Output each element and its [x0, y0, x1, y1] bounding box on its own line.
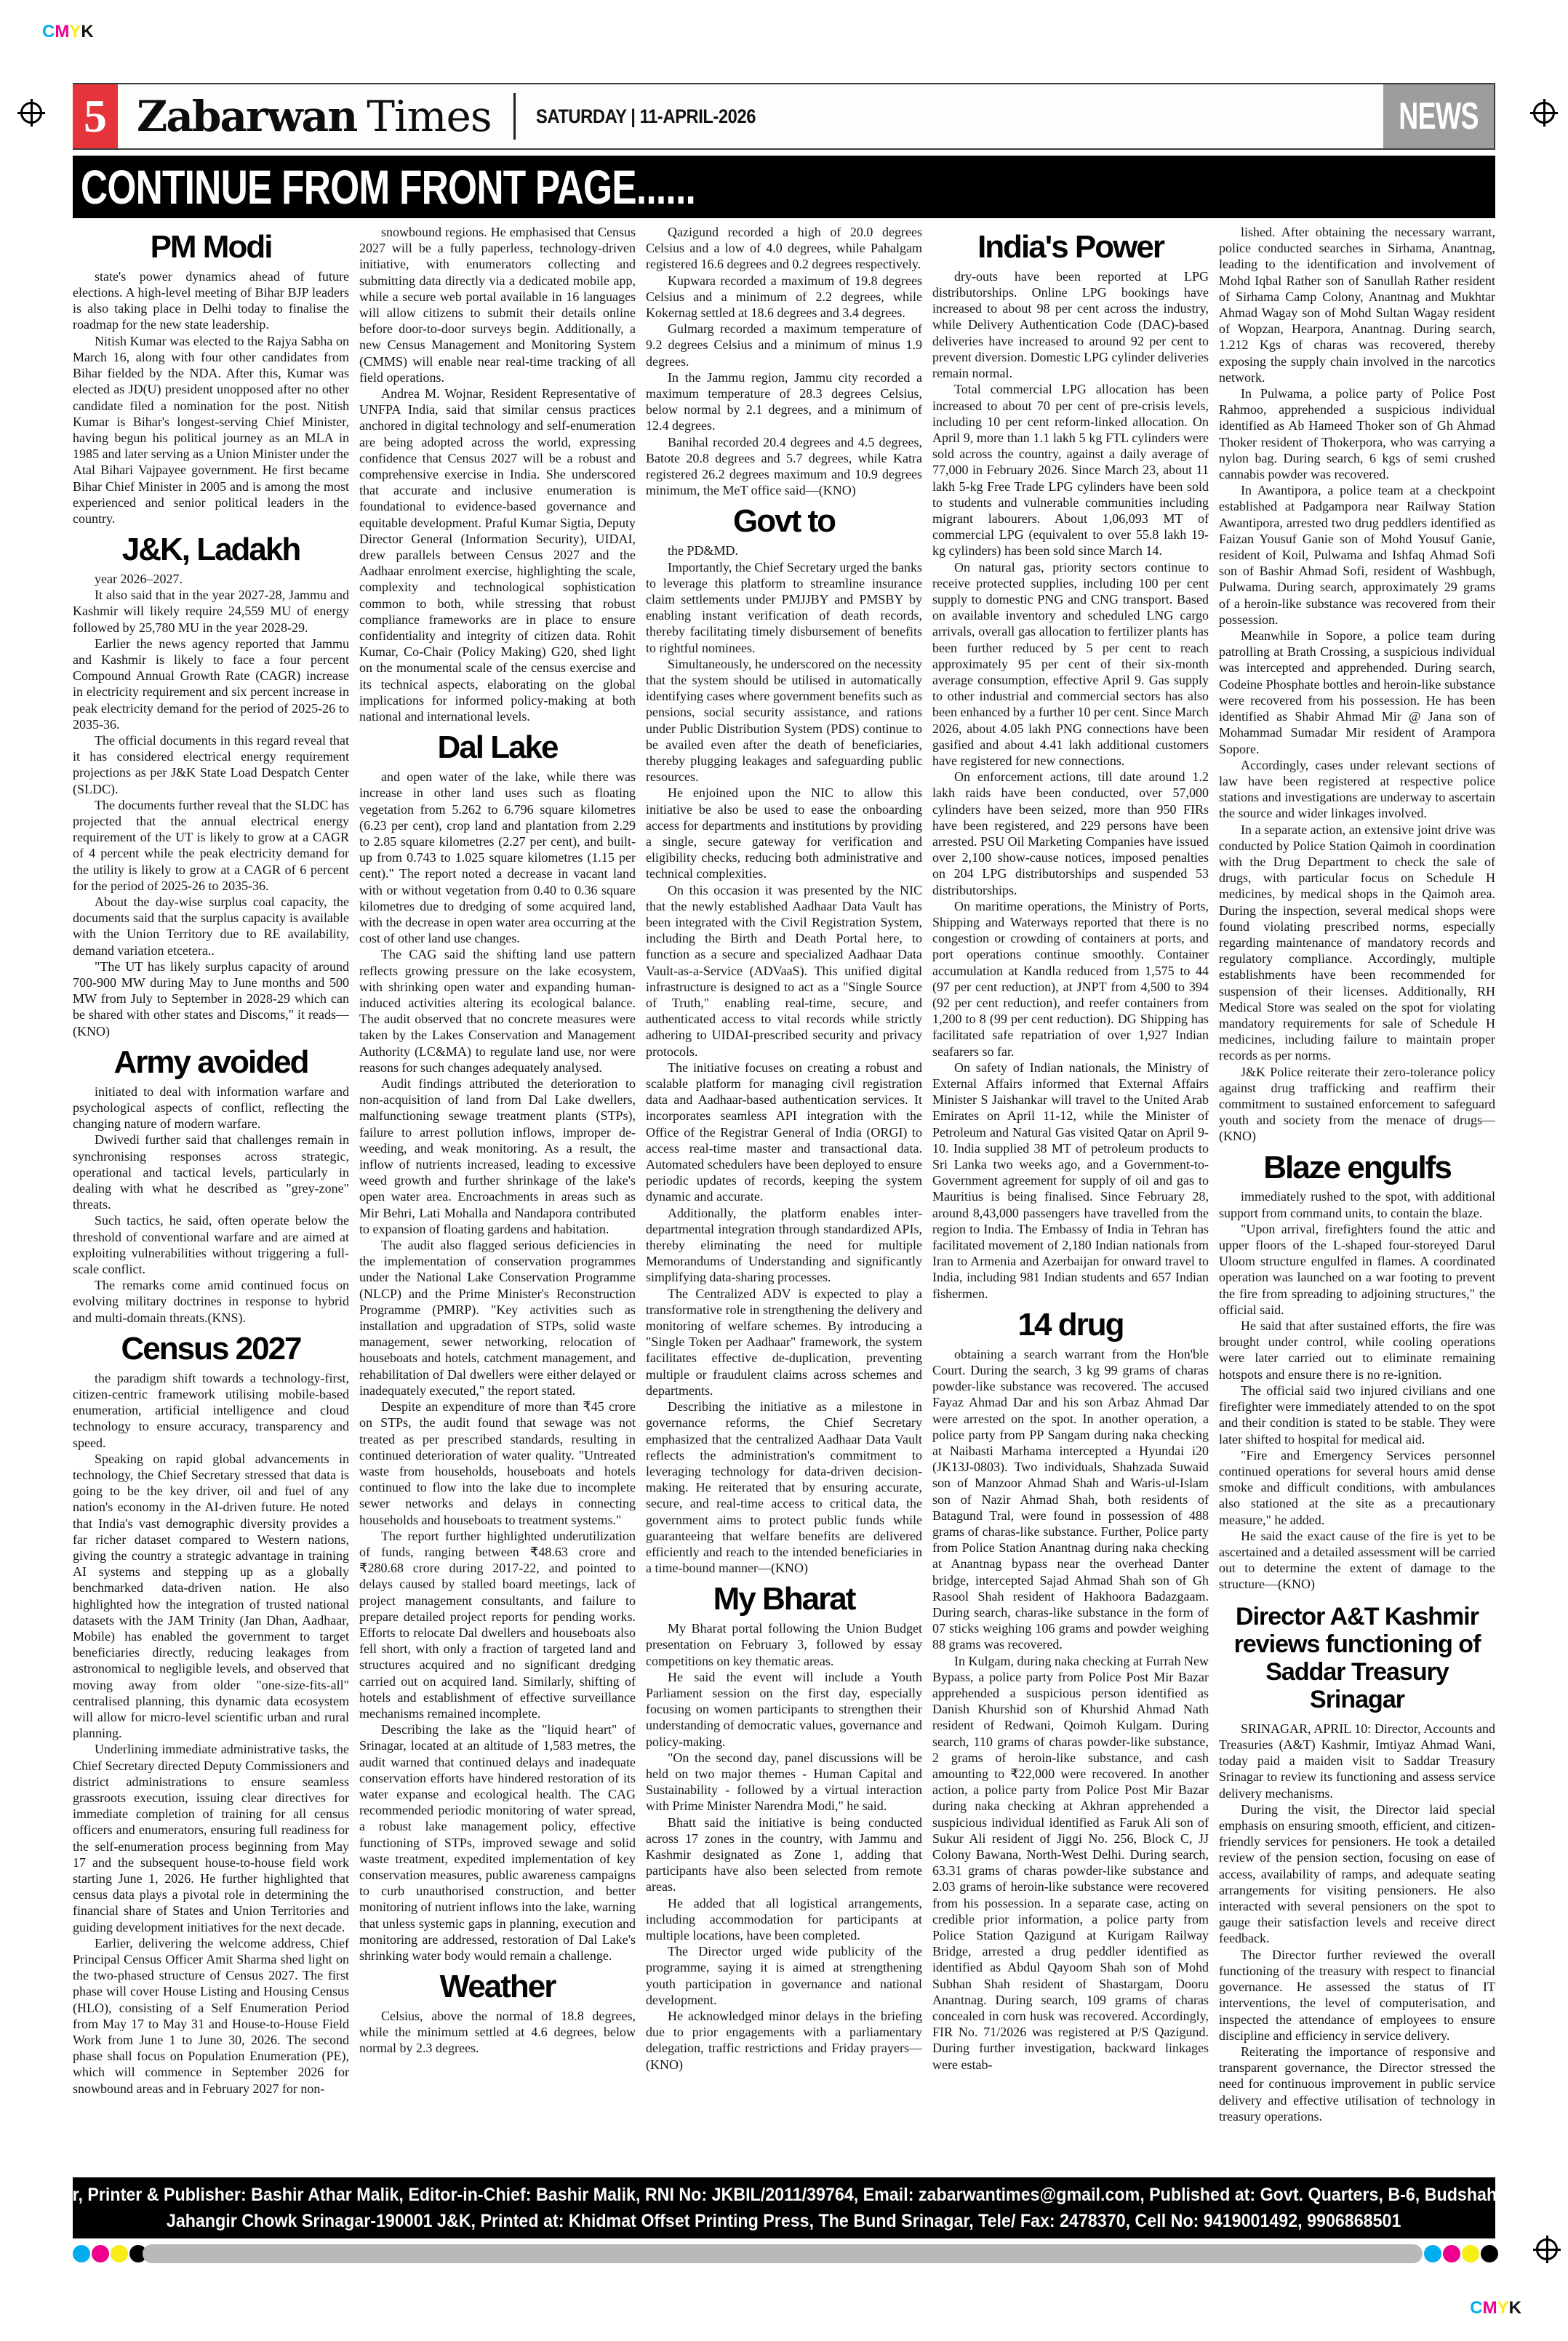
cmyk-m: M [55, 22, 70, 41]
article-paragraph: Accordingly, cases under relevant sections of law have been registered at respective police stations and investigations are underway to ascertain the source and wider linkages involved. [1219, 757, 1495, 821]
article-paragraph: On this occasion it was presented by the NIC that the newly established Aadhaar Data Vault has been integrated with the Civil Registration System, including the Birth and Death Portal here, to function as a secure and specialized Aadhaar Data Vault-as-a-Service (ADVaaS). This unified digital infrastructure is designed to act as a "Single Source of Truth," enabling real-time, secure, and authenticated access to vital records while strictly adhering to UIDAI-prescribed security and privacy protocols. [646, 882, 922, 1059]
article-headline: Army avoided [113, 1044, 308, 1080]
article-paragraph: Describing the initiative as a milestone in governance reforms, the Chief Secretary emphasized that the centralized Aadhaar Data Vault reflects the administration's commitment to leveraging technology for data-driven decision-making. He reiterated that by ensuring accurate, secure, and real-time access to critical data, the government aims to protect public funds while guaranteeing that welfare benefits are delivered efficiently and reach to the intended beneficiaries in a time-bound manner—(KNO) [646, 1399, 922, 1576]
article-paragraph: Simultaneously, he underscored on the necessity that the system should be utilised in automatically identifying cases where government benefits such as pensions, social security assistance, and rations under Public Distribution System (PDS) continue to be availed even after the death of beneficiaries, thereby plugging leakages and safeguarding public resources. [646, 656, 922, 785]
article-headline: Director A&T Kashmir reviews functioning of Saddar Treasury Srinagar [1233, 1602, 1481, 1713]
cmyk-m: M [1482, 2298, 1497, 2318]
article-paragraph: My Bharat portal following the Union Budget presentation on February 3, followed by essay competitions on key thematic areas. [646, 1621, 922, 1668]
article-paragraph: "On the second day, panel discussions will be held on two major themes - Human Capital and Sustainability - followed by a virtual interaction with Prime Minister Narendra Modi," he said. [646, 1750, 922, 1814]
article-paragraph: He acknowledged minor delays in the briefing due to prior engagements with a parliamentary delegation, traffic restrictions and Friday prayers—(KNO) [646, 2009, 922, 2072]
article-headline: Dal Lake [437, 729, 558, 766]
article-paragraph: dry-outs have been reported at LPG distributorships. Online LPG bookings have increased to about 98 per cent across the industry, while Delivery Authentication Code (DAC)-based deliveries have increased to around 92 per cent to prevent diversion. Domestic LPG cylinder deliveries remain normal. [932, 268, 1209, 381]
article-paragraph: Describing the lake as the "liquid heart" of Srinagar, located at an altitude of 1,583 metres, the audit warned that continued delays and inadequate conservation efforts have hindered restoration of its water expanse and ecological health. The CAG recommended periodic monitoring of water spread, a robust lake management policy, effective functioning of STPs, improved sewage and solid waste treatment, expedited implementation of key conservation measures, public awareness campaigns to curb unauthorised construction, and better monitoring of nutrient inflows into the lake, warning that unless systemic gaps in planning, execution and monitoring are addressed, restoration of Dal Lake's shrinking water body would remain a challenge. [359, 1722, 636, 1963]
imprint-line-2: Jahangir Chowk Srinagar-190001 J&K, Printed at: Khidmat Offset Printing Press, The Bund Srinagar, Tele/ Fax: 2478370, Cell No: 9419001492, 9906868501 [167, 2211, 1401, 2231]
article-paragraph: SRINAGAR, APRIL 10: Director, Accounts and Treasuries (A&T) Kashmir, Imtiyaz Ahmad Wani, today paid a maiden visit to Saddar Treasury Srinagar to review its functioning and assess service delivery mechanisms. [1219, 1721, 1495, 1801]
article-headline: J&K, Ladakh [121, 532, 300, 568]
article-paragraph: Such tactics, he said, often operate below the threshold of conventional warfare and are aimed at exploiting vulnerabilities without triggering a full-scale conflict. [73, 1213, 349, 1276]
article-paragraph: Earlier, delivering the welcome address, Chief Principal Census Officer Amit Sharma shed light on the two-phased structure of Census 2027. The first phase will cover House Listing and Housing Census (HLO), consisting of a Self Enumeration Period from May 17 to May 31 and House-to-House Field Work from June 1 to June 30, 2026. The second phase shall focus on Population Enumeration (PE), which will commence in September 2026 for snowbound areas and in February 2027 for non- [73, 1935, 349, 2096]
article-headline: Govt to [733, 503, 835, 540]
article-paragraph: The report further highlighted underutilization of funds, ranging between ₹48.63 crore and ₹280.68 crore during 2017-22, and pointed to delays caused by stalled board meetings, lack of project management consultants, and failure to prepare detailed project reports for pending works. Efforts to relocate Dal dwellers and houseboats also fell short, with only a fraction of targeted land and structures acquired and no significant dredging carried out on acquired land. Similarly, shifting of hotels and establishment of effective surveillance mechanisms remained incomplete. [359, 1528, 636, 1721]
article-paragraph: The documents further reveal that the SLDC has projected that the annual electrical energy requirement of the UT is likely to grow at a CAGR of 4 percent while the peak electricity demand for the utility is likely to grow at a CAGR of 6 percent for the period of 2025-26 to 2035-36. [73, 797, 349, 893]
article-paragraph: J&K Police reiterate their zero-tolerance policy against drug trafficking and reaffirm their commitment to sustained enforcement to safeguard youth and society from the menace of drugs—(KNO) [1219, 1064, 1495, 1144]
article-paragraph: Audit findings attributed the deterioration to non-acquisition of land from Dal Lake dwellers, malfunctioning sewage treatment plants (STPs), failure to arrest pollution inflows, improper de-weeding, and weak monitoring. As a result, the inflow of nutrients increased, leading to excessive weed growth and further shrinkage of the lake's open water area. Encroachments in areas such as Mir Behri, Lati Mohalla and Nandapora contributed to expansion of floating gardens and habitation. [359, 1076, 636, 1236]
issue-date: SATURDAY | 11-APRIL-2026 [535, 105, 756, 127]
article-paragraph: The official documents in this regard reveal that it has considered electrical energy requirement projections as per J&K State Load Despatch Center (SLDC). [73, 733, 349, 796]
article-paragraph: Importantly, the Chief Secretary urged the banks to leverage this platform to streamline insurance claim settlements under PMJJBY and PMSBY by enabling instant verification of death records, thereby facilitating timely disbursement of benefits to rightful nominees. [646, 559, 922, 655]
yellow-dot-icon [1462, 2245, 1479, 2262]
article-headline: PM Modi [150, 229, 272, 265]
article-paragraph: initiated to deal with information warfare and psychological aspects of conflict, reflecting the changing nature of modern warfare. [73, 1084, 349, 1132]
column-3 [646, 224, 922, 2173]
article-paragraph: year 2026–2027. [95, 572, 183, 586]
page-header [73, 83, 1495, 150]
article-paragraph: The CAG said the shifting land use pattern reflects growing pressure on the lake ecosystem, with shrinking open water and expanding human-induced activities altering its ecological balance. The audit observed that no concrete measures were taken by the Lakes Conservation and Management Authority (LC&MA) to regulate land use, nor were reasons for such changes adequately analysed. [359, 947, 636, 1075]
article-paragraph: "Upon arrival, firefighters found the attic and upper floors of the L-shaped four-storeyed Darul Uloom structure engulfed in flames. A coordinated operation was launched on a war footing to prevent the fire from spreading to adjoining structures," the official said. [1219, 1221, 1495, 1317]
article-paragraph: In a separate action, an extensive joint drive was conducted by Police Station Qaimoh in coordination with the Drug Department to check the sale of drugs, with particular focus on Schedule H medicines, by medical shops in the Qaimoh area. During the inspection, several medical shops were found violating prescribed norms, especially regarding maintenance of mandatory records and regulatory compliance. Accordingly, multiple establishments have been recommended for suspension of their licenses. Additionally, RH Medical Store was sealed on the spot for violating mandatory requirements for sale of Schedule H medicines, including failure to maintain proper records as per norms. [1219, 822, 1495, 1063]
article-paragraph: Qazigund recorded a high of 20.0 degrees Celsius and a low of 4.0 degrees, while Pahalgam registered 16.6 degrees and 0.2 degrees respectively. [646, 225, 922, 272]
magenta-dot-icon [92, 2245, 109, 2262]
article-paragraph: and open water of the lake, while there was increase in other land uses such as floating vegetation from 5.262 to 6.796 square kilometres (6.23 per cent), crop land and plantation from 2.29 to 2.85 square kilometres (2.27 per cent), and built-up from 0.743 to 1.025 square kilometres (1.15 per cent)." The report noted a decrease in vacant land with or without vegetation from 0.40 to 0.36 square kilometres due to dredging of some acquired land, with the decrease in open water area occurring at the cost of other land use changes. [359, 769, 636, 946]
article-paragraph: Banihal recorded 20.4 degrees and 4.5 degrees, Batote 20.8 degrees and 5.7 degrees, while Katra registered 26.2 degrees maximum and 10.9 degrees minimum, the MeT office said—(KNO) [646, 434, 922, 498]
color-calibration-strip [73, 2244, 1495, 2263]
black-dot-icon [1481, 2245, 1498, 2262]
article-headline: Census 2027 [121, 1330, 301, 1366]
continue-banner-text: CONTINUE FROM FRONT PAGE...... [80, 160, 696, 214]
registration-mark-icon [1533, 102, 1555, 124]
article-paragraph: During the visit, the Director laid special emphasis on ensuring smooth, efficient, and citizen-friendly services for pensioners. He took a detailed review of the pension section, focusing on ease of access, availability of ramps, and adequate seating arrangements for visiting pensioners. He also interacted with several pensioners on the spot to gauge their satisfaction levels and receive direct feedback. [1219, 1801, 1495, 1946]
section-label [1383, 84, 1494, 148]
article-paragraph: Despite an expenditure of more than ₹45 crore on STPs, the audit found that sewage was not treated as per prescribed standards, resulting in continued deterioration of water quality. "Untreated waste from households, houseboats and hotels continued to flow into the lake due to incomplete sewer networks and delays in connecting households and houseboats to treatment systems." [359, 1399, 636, 1527]
page-number: 5 [73, 84, 118, 148]
article-paragraph: Andrea M. Wojnar, Resident Representative of UNFPA India, said that similar census practices anchored in digital technology and self-enumeration are being adopted across the world, expressing confidence that Census 2027 will be a robust and comprehensive exercise in India. She underscored that accurate and inclusive enumeration is foundational to evidence-based governance and equitable development. Praful Kumar Sigtia, Deputy Director General (Information Security), UIDAI, drew parallels between Census 2027 and the Aadhaar enrolment exercise, highlighting the scale, complexity and technological sophistication common to both, while stressing that robust compliance frameworks are in place to ensure confidentiality and integrity of citizen data. Rohit Kumar, Co-Chair (Policy Making) G20, shed light on the monumental scale of the census exercise and its technical aspects, elaborating on the global implications for informed policy-making at both national and international levels. [359, 386, 636, 724]
article-paragraph: In the Jammu region, Jammu city recorded a maximum temperature of 28.3 degrees Celsius, below normal by 2.1 degrees, and a minimum of 12.4 degrees. [646, 369, 922, 433]
article-paragraph: Gulmarg recorded a maximum temperature of 9.2 degrees Celsius and a minimum of minus 1.9 degrees. [646, 321, 922, 369]
article-paragraph: Dwivedi further said that challenges remain in synchronising responses across strategic, operational and tactical levels, particularly in dealing with what he described as "grey-zone" threats. [73, 1132, 349, 1212]
imprint-line-1: Owner, Printer & Publisher: Bashir Athar Malik, Editor-in-Chief: Bashir Malik, RNI No: JKBIL/2011/39764, Email: zabarwantimes@gmail.com, Published at: Govt. Quarters, B-6, Budshah Flats [26, 2185, 1542, 2205]
article-headline: India's Power [977, 229, 1164, 265]
masthead-suffix: Times [367, 92, 492, 141]
article-paragraph: The audit also flagged serious deficiencies in the implementation of conservation programmes under the National Lake Conservation Programme (NLCP) and the Prime Minister's Reconstruction Programme (PMRP). "Key activities such as installation and upgradation of STPs, solid waste management, sewer networking, relocation of houseboats and hotels, catchment management, and rehabilitation of Dal dwellers were either delayed or inadequately executed," the report stated. [359, 1238, 636, 1398]
article-paragraph: The Director further reviewed the overall functioning of the treasury with respect to financial governance. He assessed the status of IT interventions, the level of computerisation, and inspected the attendance of employees to ensure discipline and efficiency in service delivery. [1219, 1947, 1495, 2043]
calibration-bar [143, 2244, 1423, 2263]
imprint-footer [26, 2177, 1542, 2238]
registration-mark-icon [20, 102, 42, 124]
article-paragraph: obtaining a search warrant from the Hon'ble Court. During the search, 3 kg 99 grams of charas powder-like substance was recovered. The accused Fayaz Ahmad Dar and his son Arbaz Ahmad Dar were arrested on the spot. In another operation, a police party from PP Sangam during naka checking at Naibasti Marhama intercepted a Hyundai i20 (JK13J-0803). Two individuals, Shahzada Suwaid son of Manzoor Ahmad Shah and Waris-ul-Islam son of Nazir Ahmad Shah, both residents of Batagund Tral, were found in possession of 488 grams of charas-like substance. Further, Police party from Police Station Anantnag during naka checking at Anantnag bypass near the overhead Danter bridge, intercepted Sajad Ahmad Shah son of Gh Rasool Shah resident of Hakhoora Badazgaam. During search, charas-like substance in the form of 07 sticks weighing 106 grams and powder weighing 88 grams was recovered. [932, 1346, 1209, 1652]
article-paragraph: Kupwara recorded a maximum of 19.8 degrees Celsius and a minimum of 2.2 degrees, while Kokernag settled at 18.6 degrees and 3.4 degrees. [646, 273, 922, 321]
continue-banner [73, 156, 1495, 218]
article-paragraph: "The UT has likely surplus capacity of around 700-900 MW during May to June months and 500 MW from July to September in 2028-29 which can be shared with other states and Discoms," it reads—(KNO) [73, 959, 349, 1039]
header-divider [513, 93, 516, 140]
article-headline: 14 drug [1017, 1306, 1124, 1342]
article-paragraph: Reiterating the importance of responsive and transparent governance, the Director stressed the need for continuous improvement in public service delivery and effective utilisation of technology in treasury operations. [1219, 2044, 1495, 2124]
article-paragraph: The initiative focuses on creating a robust and scalable platform for managing civil registration data and Aadhaar-based authentication services. It incorporates seamless API integration with the Office of the Registrar General of India (ORGI) to access real-time master and transactional data. Automated schedulers have been deployed to ensure periodic updates of records, keeping the system dynamic and accurate. [646, 1060, 922, 1204]
article-paragraph: On natural gas, priority sectors continue to receive protected supplies, including 100 per cent supply to domestic PNG and CNG transport. Based on available inventory and scheduled LNG cargo arrivals, overall gas allocation to fertilizer plants has been further reduced by 5 per cent to reach approximately 95 per cent of their six-month average consumption, effective April 9. Gas supply to other industrial and commercial sectors has also been enhanced by a further 10 per cent. Since March 2026, about 4.05 lakh PNG connections have been gasified and about 4.41 lakh additional customers have registered for new connections. [932, 559, 1209, 768]
article-paragraph: In Awantipora, a police team at a checkpoint established at Padgampora near Railway Station Awantipora, arrested two drug peddlers identified as Faizan Yousuf Ganie son of Mohd Yousuf Ganie, resident of Koil, Pulwama and Ishfaq Ahmad Sofi son of Bashir Ahmad Sofi, resident of Washbugh, Pulwama. During search, approximately 29 grams of a heroin-like substance was recovered from their possession. [1219, 483, 1495, 627]
column-1 [73, 224, 349, 2173]
column-4 [932, 224, 1209, 2173]
article-paragraph: About the day-wise surplus coal capacity, the documents said that the surplus capacity is available with the Union Territory due to RE availability, demand variation etcetera.. [73, 895, 349, 958]
article-paragraph: Bhatt said the initiative is being conducted across 17 zones in the country, with Jammu and Kashmir designated as Zone 1, adding that participants have also been selected from remote areas. [646, 1814, 922, 1894]
section-label-text: NEWS [1399, 95, 1479, 137]
article-paragraph: the PD&MD. [668, 543, 739, 559]
article-paragraph: lished. After obtaining the necessary warrant, police conducted searches in Sirhama, Anantnag, leading to the identification and involvement of Mohd Iqbal Rather son of Sanullah Rather resident of Sirhama Camp Colony, Anantnag and Mukhtar Ahmad Wagay son of Mohd Sultan Wagay resident of Wopzan, Hearpora, Anantnag. During search, 1.212 Kgs of charas was recovered, thereby exposing the supply chain involved in the narcotics network. [1219, 225, 1495, 385]
cyan-dot-icon [1424, 2245, 1441, 2262]
article-paragraph: Earlier the news agency reported that Jammu and Kashmir is likely to face a four percent Compound Annual Growth Rate (CAGR) increase in electricity requirement and six percent increase in peak electricity demand for the period of 2025-26 to 2035-36. [73, 636, 349, 732]
article-paragraph: Total commercial LPG allocation has been increased to about 70 per cent of pre-crisis levels, including 10 per cent reform-linked allocation. On April 9, more than 1.1 lakh 5 kg FTL cylinders were sold across the country, against a daily average of 77,000 in February 2026. Since March 23, about 11 lakh 5-kg Free Trade LPG cylinders have been sold to students and vulnerable communities including migrant labourers. About 1,06,093 MT of commercial LPG (equivalent to over 55.8 lakh 19-kg cylinders) has been sold since March 14. [932, 382, 1209, 559]
article-paragraph: In Pulwama, a police party of Police Post Rahmoo, apprehended a suspicious individual identified as Ab Hameed Thoker son of Gh Ahmad Thoker resident of Thokerpora, who was carrying a nylon bag. During search, 6 kgs of semi crushed cannabis powder was recovered. [1219, 386, 1495, 482]
article-paragraph: The Director urged wide publicity of the programme, saying it is aimed at strengthening youth participation in governance and national development. [646, 1944, 922, 2007]
article-paragraph: He enjoined upon the NIC to allow this initiative be also be used to ease the onboarding access for departments and institutions by providing a single, secure gateway for verification and eligibility checks, reducing both administrative and technical complexities. [646, 785, 922, 881]
cmyk-mark-bottom [1470, 2298, 1521, 2318]
article-paragraph: Additionally, the platform enables inter-departmental integration through standardized APIs, thereby eliminating the need for multiple Memorandums of Understanding and significantly simplifying data-sharing processes. [646, 1205, 922, 1285]
cmyk-mark-top [42, 22, 94, 42]
cmyk-c: C [42, 22, 55, 41]
cyan-dot-icon [73, 2245, 90, 2262]
article-headline: My Bharat [713, 1581, 855, 1617]
article-headline: Weather [439, 1969, 556, 2005]
article-paragraph: Speaking on rapid global advancements in technology, the Chief Secretary stressed that data is going to be the key driver, oil and fuel of any nation's economy in the AI-driven future. He noted that India's vast demographic diversity provides a far richer dataset compared to Western nations, giving the country a strategic advantage in training AI systems and stepping up as a globally benchmarked data-driven nation. He also highlighted how the integration of trusted national datasets with the JAM Trinity (Jan Dhan, Aadhaar, Mobile) has enabled the government to target beneficiaries directly, reducing leakages from astronomical to negligible levels, and observed that moving away from older "one-size-fits-all" centralised planning, this dynamic data ecosystem will allow for micro-level scientific urban and rural planning. [73, 1451, 349, 1741]
article-paragraph: It also said that in the year 2027-28, Jammu and Kashmir will likely require 24,559 MU of energy followed by 25,780 MU in the year 2028-29. [73, 588, 349, 635]
cmyk-c: C [1470, 2298, 1483, 2318]
article-paragraph: Celsius, above the normal of 18.8 degrees, while the minimum settled at 4.6 degrees, below normal by 2.3 degrees. [359, 2009, 636, 2056]
article-paragraph: state's power dynamics ahead of future elections. A high-level meeting of Bihar BJP leaders is also taking place in Delhi today to finalise the roadmap for the new state leadership. [73, 268, 349, 332]
article-paragraph: In Kulgam, during naka checking at Furrah New Bypass, a police party from Police Post Mir Bazar apprehended a suspicious person identified as Danish Khurshid son of Khurshid Ahmad Nath resident of Redwani, Qoimoh Kulgam. During search, 110 grams of charas powder-like substance, 2 grams of heroin-like substance, and cash amounting to ₹22,000 were recovered. In another action, a police party from Police Post Mir Bazar during naka checking at Akhran apprehended a suspicious individual identified as Faruk Ali son of Sukur Ali resident of Jiggi No. 256, Block C, JJ Colony Bawana, North-West Delhi. During search, 63.31 grams of charas powder-like substance and 2.03 grams of heroin-like substance were recovered from his possession. In a separate case, acting on credible prior information, a police party from Police Station Qazigund at Kurigam Railway Bridge, arrested a drug peddler identified as identified as Abdul Qayoom Shah son of Mohd Subhan Shah resident of Shastargam, Dooru Anantnag. During search, 109 grams of charas concealed in corn husk was recovered. Accordingly, FIR No. 71/2026 was registered at P/S Qazigund. During further investigation, backward linkages were estab- [932, 1653, 1209, 2072]
article-paragraph: He said the event will include a Youth Parliament session on the first day, especially focusing on women participants to strengthen their understanding of democratic values, governance and policy-making. [646, 1669, 922, 1749]
magenta-dot-icon [1443, 2245, 1460, 2262]
yellow-dot-icon [111, 2245, 128, 2262]
article-paragraph: Nitish Kumar was elected to the Rajya Sabha on March 16, along with four other candidates from Bihar fielded by the NDA. After this, Kumar was elected as JD(U) president unopposed after no other candidate filed a nomination for the post. Nitish Kumar is Bihar's longest-serving Chief Minister, having begun his political journey as an MLA in 1985 and later serving as a Union Minister under the Atal Bihari Vajpayee government. He first became Bihar Chief Minister in 2005 and is among the most experienced and senior political leaders in the country. [73, 333, 349, 526]
article-paragraph: The official said two injured civilians and one firefighter were immediately attended to on the spot and their condition is stated to be stable. They were later shifted to hospital for medical aid. [1219, 1382, 1495, 1446]
article-paragraph: He said the exact cause of the fire is yet to be ascertained and a detailed assessment will be carried out to determine the extent of damage to the structure—(KNO) [1219, 1528, 1495, 1592]
article-paragraph: Underlining immediate administrative tasks, the Chief Secretary directed Deputy Commissioners and district administrations to ensure seamless grassroots execution, issuing clear directives for immediate completion of training for all census officers and enumerators, ensuring full readiness for the self-enumeration process beginning from May 17 and the subsequent house-to-house field work starting June 1, 2026. He further highlighted that census data plays a pivotal role in determining the financial share of States and Union Territories and guiding development initiatives for the next decade. [73, 1742, 349, 1934]
article-paragraph: He added that all logistical arrangements, including accommodation for participants at multiple locations, have been completed. [646, 1895, 922, 1943]
masthead [118, 84, 492, 148]
registration-mark-icon [1536, 2238, 1558, 2260]
article-paragraph: He said that after sustained efforts, the fire was brought under control, while cooling operations were later carried out to eliminate remaining hotspots and ensure there is no re-ignition. [1219, 1318, 1495, 1382]
article-paragraph: On safety of Indian nationals, the Ministry of External Affairs informed that External Affairs Minister S Jaishankar will travel to the United Arab Emirates on April 11-12, while the Minister of Petroleum and Natural Gas visited Qatar on April 9-10. India supplied 38 MT of petroleum products to Sri Lanka two weeks ago, and a Government-to-Government agreement for supply of oil and gas to Mauritius is being finalised. Since February 28, around 8,43,000 passengers have travelled from the region to India. The Embassy of India in Tehran has facilitated movement of 2,180 Indian nationals from Iran to Armenia and Azerbaijan for onward travel to India, including 981 Indian students and 657 Indian fishermen. [932, 1060, 1209, 1301]
columns [73, 224, 1495, 2173]
cmyk-k: K [1508, 2298, 1521, 2318]
cmyk-y: Y [1497, 2298, 1509, 2318]
article-paragraph: snowbound regions. He emphasised that Census 2027 will be a fully paperless, technology-driven initiative, with enumerators collecting and submitting data directly via a dedicated mobile app, while a secure web portal available in 16 languages will allow citizens to submit their details online before door-to-door surveys begin. Additionally, a new Census Management and Monitoring System (CMMS) will enable near real-time tracking of all field operations. [359, 225, 636, 385]
column-2 [359, 224, 636, 2173]
article-paragraph: On enforcement actions, till date around 1.2 lakh raids have been conducted, over 57,000 cylinders have been seized, more than 950 FIRs have been registered, and 229 persons have been arrested. PSU Oil Marketing Companies have issued over 2,100 show-cause notices, imposed penalties on 204 LPG distributorships and suspended 53 distributorships. [932, 769, 1209, 897]
article-paragraph: immediately rushed to the spot, with additional support from command units, to contain the blaze. [1219, 1189, 1495, 1220]
article-paragraph: Meanwhile in Sopore, a police team during patrolling at Brath Crossing, a suspicious individual was intercepted and apprehended. During search, Codeine Phosphate bottles and heroin-like substance were recovered from his possession. He has been identified as Shabir Ahmad Mir @ Jana son of Mohammad Sumadar Mir resident of Arampora Sopore. [1219, 628, 1495, 756]
article-paragraph: On maritime operations, the Ministry of Ports, Shipping and Waterways reported that there is no congestion or crowding of containers at ports, and port operations continue smoothly. Container accumulation at Kandla reduced from 1,575 to 44 (97 per cent reduction), at JNPT from 4,500 to 394 (92 per cent reduction), and reefer containers from 1,200 to 8 (99 per cent reduction). DG Shipping has facilitated safe repatriation of over 1,927 Indian seafarers so far. [932, 898, 1209, 1059]
cmyk-y: Y [69, 22, 81, 41]
article-paragraph: The Centralized ADV is expected to play a transformative role in strengthening the delivery and monitoring of welfare schemes. By introducing a "Single Token per Aadhaar" framework, the system facilitates effective de-duplication, preventing multiple or fraudulent claims across schemes and departments. [646, 1286, 922, 1398]
cmyk-k: K [81, 22, 94, 41]
article-headline: Blaze engulfs [1263, 1149, 1451, 1185]
article-paragraph: "Fire and Emergency Services personnel continued operations for several hours amid dense smoke and difficult conditions, with ambulances also stationed at the site as a precautionary measure," he added. [1219, 1447, 1495, 1527]
article-paragraph: the paradigm shift towards a technology-first, citizen-centric framework utilising mobile-based enumeration, artificial intelligence and cloud technology to ensure accuracy, transparency and speed. [73, 1370, 349, 1450]
article-paragraph: The remarks come amid continued focus on evolving military doctrines in response to hybrid and multi-domain threats.(KNS). [73, 1278, 349, 1325]
masthead-name: Zabarwan [137, 92, 357, 141]
column-5 [1219, 224, 1495, 2173]
